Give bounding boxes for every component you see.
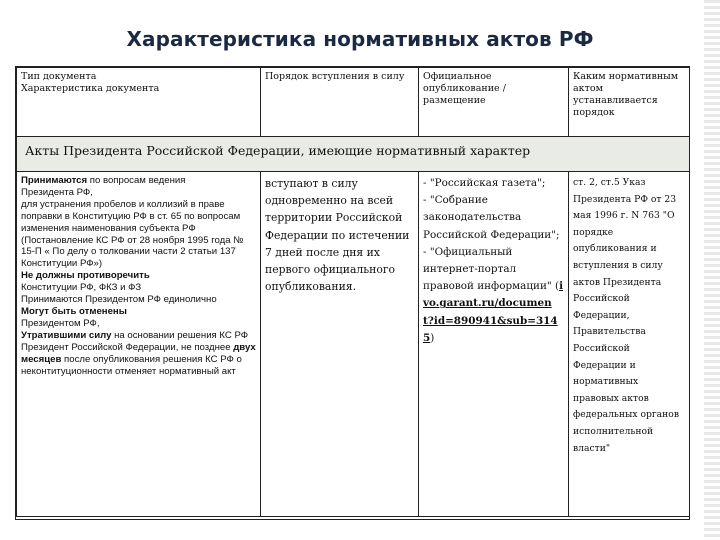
list-item: поправки в Конституцию РФ в ст. 65 по вопросам изменения наименования субъекта РФ	[21, 210, 241, 234]
list-item: Президентом РФ,	[21, 317, 100, 329]
list-item: Президент Российской Федерации, не позднее двух месяцев после опубликования решения КС РФ о неконтитуционности отменяет нормативный акт	[21, 341, 256, 377]
table-header-row	[17, 68, 690, 137]
header-establishing-act: Каким нормативным актом устанавливается порядок	[569, 68, 690, 137]
publication-cell	[419, 172, 569, 517]
list-item: Утратившими силу на основании решения КС РФ	[21, 329, 249, 341]
list-item: Принимаются Президентом РФ единолично	[21, 294, 217, 306]
list-item: (Постановление КС РФ от 28 ноября 1995 года № 15-П « По делу о толковании части 2 статьи 137 Конституции РФ»)	[21, 234, 244, 270]
publication-item: - "Собрание законодательства Российской Федерации";	[423, 194, 560, 241]
publication-item: - "Официальный интернет-портал правовой информации" (ivo.garant.ru/documen t?id=890941&sub=3145)	[423, 245, 564, 344]
header-document-characteristic: Характеристика документа	[21, 83, 160, 94]
establishing-act-cell: ст. 2, ст.5 Указ Президента РФ от 23 мая 1996 г. N 763 "О порядке опубликования и вступления в силу актов Президента Российской Федерации, Правительства Российской Федерации и нормативных правовых актов федеральных органов исполнительной власти"	[569, 172, 690, 517]
list-item: Принимаются по вопросам ведения	[21, 175, 186, 186]
section-row	[17, 137, 690, 172]
characteristic-cell	[17, 172, 261, 517]
page-edge-decoration	[704, 0, 720, 540]
acts-table	[16, 67, 690, 517]
list-item: Могут быть отменены	[21, 305, 127, 317]
section-title: Акты Президента Российской Федерации, имеющие нормативный характер	[17, 137, 690, 172]
entry-into-force-cell: вступают в силу одновременно на всей территории Российской Федерации по истечении 7 дней после дня их первого официального опубликования.	[261, 172, 419, 517]
list-item: Конституции РФ, ФКЗ и ФЗ	[21, 282, 142, 294]
list-item: для устранения пробелов и коллизий в праве	[21, 198, 225, 210]
header-official-publication: Официальное опубликование / размещение	[419, 68, 569, 137]
acts-table-frame	[15, 66, 690, 520]
header-cell-document-type	[17, 68, 261, 137]
page-title: Характеристика нормативных актов РФ	[126, 27, 594, 51]
list-item: Не должны противоречить	[21, 270, 150, 282]
list-item: Президента РФ,	[21, 186, 93, 198]
publication-item: - "Российская газета";	[423, 177, 546, 189]
portal-link[interactable]: ivo.garant.ru/documen t?id=890941&sub=3145	[423, 280, 564, 344]
header-entry-into-force: Порядок вступления в силу	[261, 68, 419, 137]
table-row	[17, 172, 690, 517]
header-document-type: Тип документа	[21, 71, 97, 82]
